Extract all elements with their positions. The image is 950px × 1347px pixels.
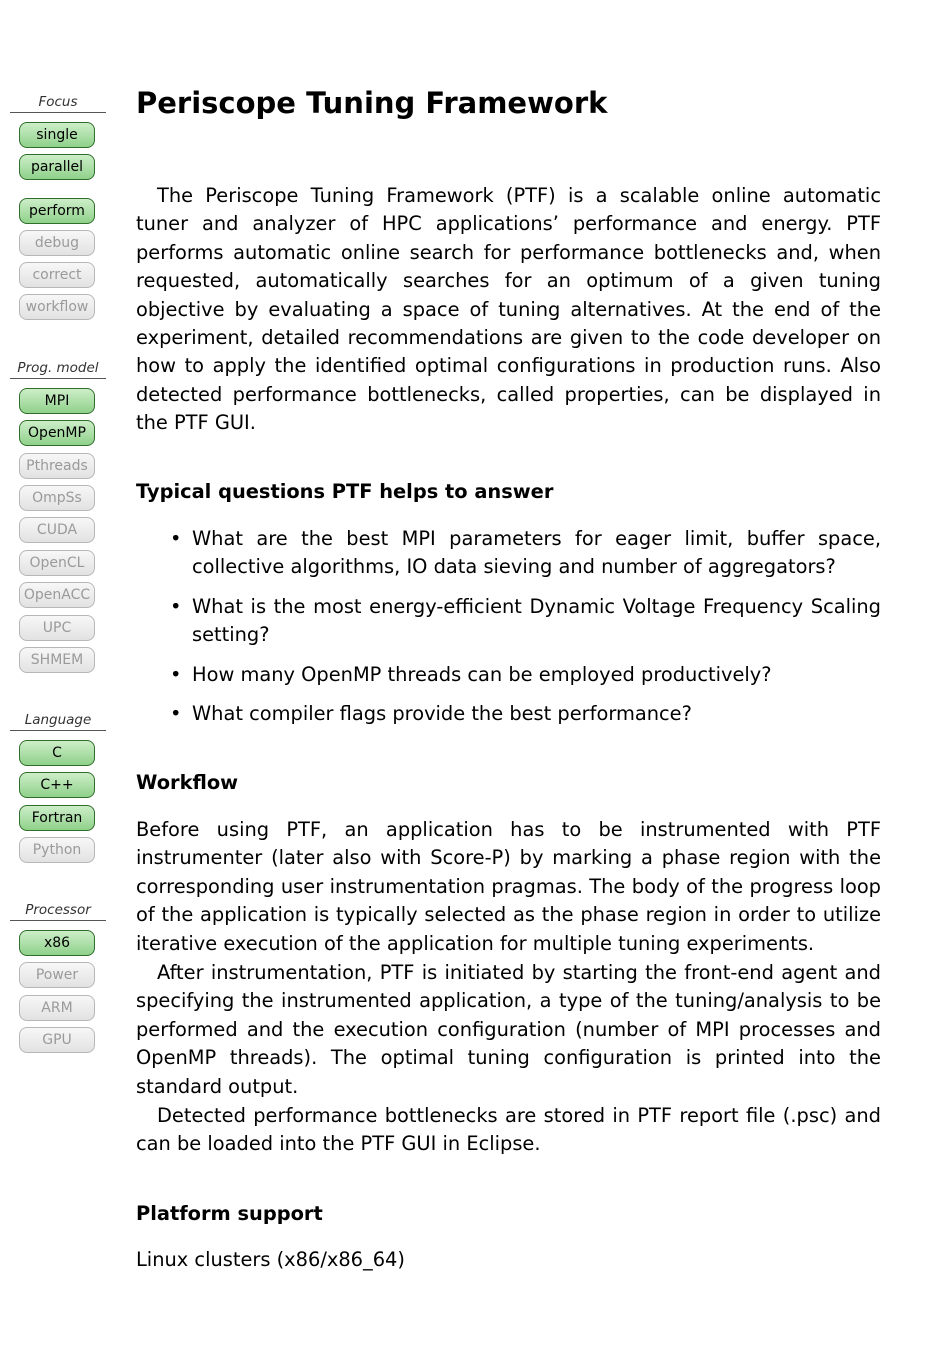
bullet-icon: • bbox=[170, 594, 182, 618]
tag-pthreads[interactable]: Pthreads bbox=[19, 453, 95, 479]
platform-heading: Platform support bbox=[136, 1202, 323, 1225]
sidebar-group-focus bbox=[10, 92, 106, 115]
question-text: What compiler flags provide the best performance? bbox=[192, 702, 692, 726]
group-title-prog-model: Prog. model bbox=[10, 358, 106, 379]
tag-python[interactable]: Python bbox=[19, 837, 95, 863]
tag-arm[interactable]: ARM bbox=[19, 995, 95, 1021]
questions-list bbox=[136, 525, 881, 739]
tag-opencl[interactable]: OpenCL bbox=[19, 550, 95, 576]
tag-perform[interactable]: perform bbox=[19, 198, 95, 224]
tag-x86[interactable]: x86 bbox=[19, 930, 95, 956]
intro-paragraph: The Periscope Tuning Framework (PTF) is a scalable online automatic tuner and analyzer of HPC applications’ performance and energy. PTF performs automatic online search for performance bottlenecks and, when requested, automatically searches for an optimum of a given tuning objective by evaluating a space of tuning alternatives. At the end of the experiment, detailed recommendations are given to the code developer on how to apply the identified optimal configurations in production runs. Also detected performance bottlenecks, called properties, can be displayed in the PTF GUI. bbox=[136, 184, 881, 435]
sidebar-group-prog-model bbox=[10, 358, 106, 381]
list-item bbox=[136, 593, 881, 650]
tag-power[interactable]: Power bbox=[19, 962, 95, 988]
workflow-paragraph-2: After instrumentation, PTF is initiated by starting the front-end agent and specifying the instrumented application, a type of the tuning/analysis to be performed and the execution configuration (number of MPI processes and OpenMP threads). The optimal tuning configuration is printed into the standard output. bbox=[136, 961, 881, 1098]
list-item bbox=[136, 661, 881, 689]
list-item bbox=[136, 525, 881, 582]
group-title-focus: Focus bbox=[10, 92, 106, 113]
tag-shmem[interactable]: SHMEM bbox=[19, 647, 95, 673]
tag-single[interactable]: single bbox=[19, 122, 95, 148]
question-text: How many OpenMP threads can be employed productively? bbox=[192, 662, 772, 686]
tag-workflow[interactable]: workflow bbox=[19, 294, 95, 320]
workflow-paragraph-1: Before using PTF, an application has to be instrumented with PTF instrumenter (later also with Score-P) by marking a phase region with the corresponding user instrumentation pragmas. The body of the progress loop of the application is typically selected as the phase region in order to utilize iterative execution of the application for multiple tuning experiments. bbox=[136, 818, 881, 955]
tag-mpi[interactable]: MPI bbox=[19, 388, 95, 414]
sidebar-group-processor bbox=[10, 900, 106, 923]
tag-upc[interactable]: UPC bbox=[19, 615, 95, 641]
questions-heading: Typical questions PTF helps to answer bbox=[136, 480, 554, 503]
question-text: What are the best MPI parameters for eager limit, buffer space, collective algorithms, IO data sieving and number of aggregators? bbox=[192, 527, 881, 579]
tag-debug[interactable]: debug bbox=[19, 230, 95, 256]
bullet-icon: • bbox=[170, 702, 182, 726]
tag-gpu[interactable]: GPU bbox=[19, 1027, 95, 1053]
tag-openmp[interactable]: OpenMP bbox=[19, 420, 95, 446]
tag-correct[interactable]: correct bbox=[19, 262, 95, 288]
tag-parallel[interactable]: parallel bbox=[19, 154, 95, 180]
group-title-processor: Processor bbox=[10, 900, 106, 921]
group-title-language: Language bbox=[10, 710, 106, 731]
bullet-icon: • bbox=[170, 527, 182, 550]
list-item bbox=[136, 700, 881, 728]
tag-ompss[interactable]: OmpSs bbox=[19, 485, 95, 511]
page-title: Periscope Tuning Framework bbox=[136, 86, 608, 120]
platform-text: Linux clusters (x86/x86_64) bbox=[136, 1248, 405, 1271]
tag-cpp[interactable]: C++ bbox=[19, 772, 95, 798]
workflow-heading: Workflow bbox=[136, 771, 239, 794]
question-text: What is the most energy-efficient Dynamic Voltage Frequency Scaling setting? bbox=[192, 594, 881, 647]
bullet-icon: • bbox=[170, 662, 182, 686]
tag-cuda[interactable]: CUDA bbox=[19, 517, 95, 543]
tag-c[interactable]: C bbox=[19, 740, 95, 766]
tag-openacc[interactable]: OpenACC bbox=[19, 582, 95, 608]
workflow-paragraph-3: Detected performance bottlenecks are stored in PTF report file (.psc) and can be loaded into the PTF GUI in Eclipse. bbox=[136, 1104, 881, 1156]
sidebar-group-language bbox=[10, 710, 106, 733]
tag-fortran[interactable]: Fortran bbox=[19, 805, 95, 831]
